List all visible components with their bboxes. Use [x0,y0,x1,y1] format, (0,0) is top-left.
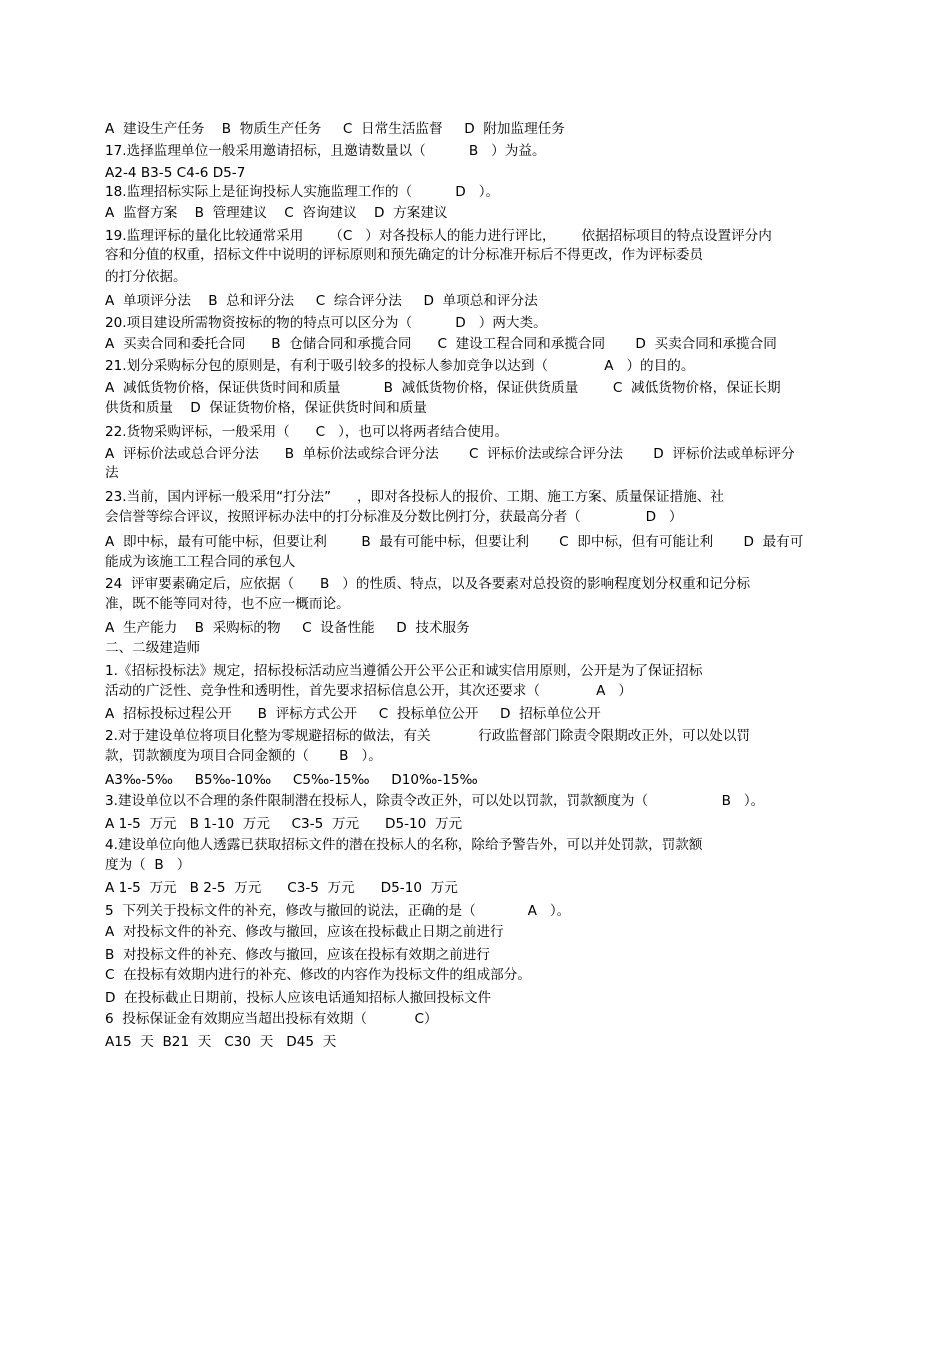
q18-question: 18.监理招标实际上是征询投标人实施监理工作的（ D ）。 [105,184,500,200]
b1-question-line-1: 1.《招标投标法》规定，招标投标活动应当遵循公开公平公正和诚实信用原则，公开是为了保证招标 [105,663,703,679]
q23-options-line-2: 能成为该施工工程合同的承包人 [105,554,296,570]
b2-question-line-1: 2.对于建设单位将项目化整为零规避招标的做法，有关 行政监督部门除责令限期改正外，可以处以罚 [105,728,751,744]
section-heading: 二、二级建造师 [105,640,201,656]
b5-option-d: D 在投标截止日期前，投标人应该电话通知招标人撤回投标文件 [105,990,492,1006]
q21-question: 21.划分采购标分包的原则是，有利于吸引较多的投标人参加竞争以达到（ A ）的目的。 [105,358,695,374]
q23-question-line-1: 23.当前，国内评标一般采用“打分法” ，即对各投标人的报价、工期、施工方案、质量保证措施、社 [105,489,724,505]
b5-option-b: B 对投标文件的补充、修改与撤回，应该在投标有效期之前进行 [105,947,490,963]
q21-options-line-2: 供货和质量 D 保证货物价格，保证供货时间和质量 [105,400,427,416]
q17-options: A2-4 B3-5 C4-6 D5-7 [105,165,246,181]
q23-options-line-1: A 即中标，最有可能中标，但要让利 B 最有可能中标，但要让利 C 即中标，但有可能让利 D 最有可 [105,534,804,550]
b5-option-a: A 对投标文件的补充、修改与撤回，应该在投标截止日期之前进行 [105,924,504,940]
b6-question: 6 投标保证金有效期应当超出投标有效期（ C） [105,1011,438,1027]
q23-question-line-2: 会信誉等综合评议，按照评标办法中的打分标准及分数比例打分，获最高分者（ D ） [105,509,683,525]
b2-options: A3‰-5‰ B5‰-10‰ C5‰-15‰ D10‰-15‰ [105,772,478,788]
q19-question-line-2: 容和分值的权重，招标文件中说明的评标原则和预先确定的计分标准开标后不得更改，作为评标委员 [105,247,704,263]
q16-options: A 建设生产任务 B 物质生产任务 C 日常生活监督 D 附加监理任务 [105,121,565,137]
b4-options: A 1-5 万元 B 2-5 万元 C3-5 万元 D5-10 万元 [105,880,458,896]
q19-options: A 单项评分法 B 总和评分法 C 综合评分法 D 单项总和评分法 [105,293,538,309]
b5-question: 5 下列关于投标文件的补充，修改与撤回的说法，正确的是（ A ）。 [105,903,571,919]
b4-question-line-1: 4.建设单位向他人透露已获取招标文件的潜在投标人的名称，除给予警告外，可以并处罚款，罚款额 [105,837,703,853]
b3-options: A 1-5 万元 B 1-10 万元 C3-5 万元 D5-10 万元 [105,816,463,832]
q24-question-line-1: 24 评审要素确定后，应依据（ B ）的性质、特点，以及各要素对总投资的影响程度划分权重和记分标 [105,576,751,592]
q17-question: 17.选择监理单位一般采用邀请招标，且邀请数量以（ B ）为益。 [105,143,546,159]
b2-question-line-2: 款，罚款额度为项目合同金额的（ B ）。 [105,748,382,764]
q18-options: A 监督方案 B 管理建议 C 咨询建议 D 方案建议 [105,205,448,221]
q19-question-line-1: 19.监理评标的量化比较通常采用 （C ）对各投标人的能力进行评比， 依据招标项目的特点设置评分内 [105,228,772,244]
q22-options-line-2: 法 [105,465,119,481]
q22-question: 22.货物采购评标，一般采用（ C ），也可以将两者结合使用。 [105,424,509,440]
q24-options: A 生产能力 B 采购标的物 C 设备性能 D 技术服务 [105,620,470,636]
b5-option-c: C 在投标有效期内进行的补充、修改的内容作为投标文件的组成部分。 [105,967,531,983]
b3-question: 3.建设单位以不合理的条件限制潜在投标人，除责令改正外，可以处以罚款，罚款额度为（ B ）。 [105,793,765,809]
b6-options: A15 天 B21 天 C30 天 D45 天 [105,1034,337,1050]
q20-question: 20.项目建设所需物资按标的物的特点可以区分为（ D ）两大类。 [105,315,547,331]
q20-options: A 买卖合同和委托合同 B 仓储合同和承揽合同 C 建设工程合同和承揽合同 D 买卖合同和承揽合同 [105,336,777,352]
b1-question-line-2: 活动的广泛性、竞争性和透明性，首先要求招标信息公开，其次还要求（ A ） [105,683,633,699]
q22-options-line-1: A 评标价法或总合评分法 B 单标价法或综合评分法 C 评标价法或综合评分法 D 评标价法或单标评分 [105,446,795,462]
q19-question-line-3: 的打分依据。 [105,269,187,285]
q24-question-line-2: 准，既不能等同对待，也不应一概而论。 [105,596,350,612]
b1-options: A 招标投标过程公开 B 评标方式公开 C 投标单位公开 D 招标单位公开 [105,706,601,722]
q21-options-line-1: A 减低货物价格，保证供货时间和质量 B 减低货物价格，保证供货质量 C 减低货物价格，保证长期 [105,380,781,396]
b4-question-line-2: 度为（ B ） [105,857,191,873]
